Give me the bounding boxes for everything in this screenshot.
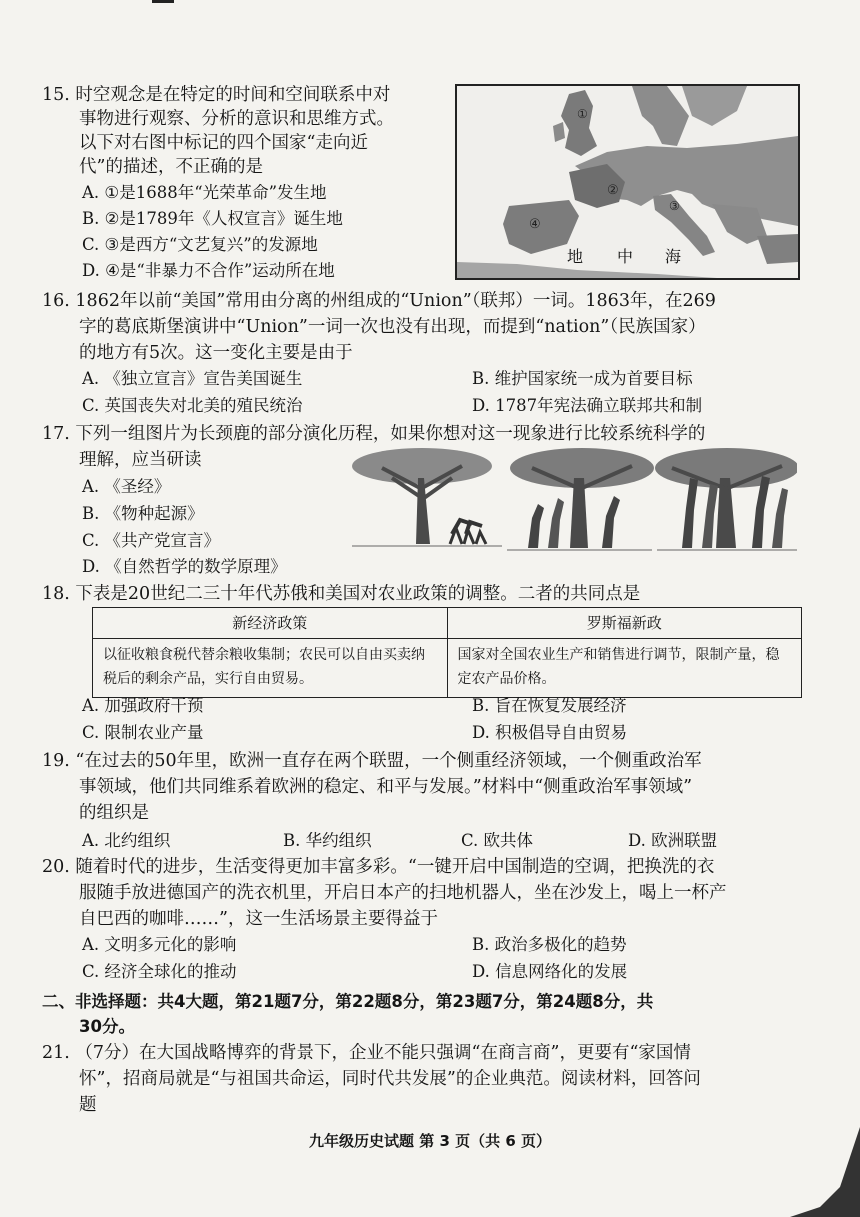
policy-comparison-table — [92, 607, 802, 698]
map-mark-2: ② — [607, 183, 619, 198]
section2-heading-line-1: 二、非选择题：共4大题，第21题7分，第22题8分，第23题7分，第24题8分，共 — [42, 992, 654, 1011]
q15-option-d: D. ④是“非暴力不合作”运动所在地 — [82, 261, 335, 280]
q21-line-3: 题 — [79, 1095, 97, 1115]
q16-line-2: 字的葛底斯堡演讲中“Union”一词一次也没有出现，而提到“nation”（民族国家） — [79, 317, 706, 337]
q18-option-a: A. 加强政府干预 — [82, 696, 204, 715]
map-mark-4: ④ — [529, 217, 541, 232]
q20-option-a: A. 文明多元化的影响 — [82, 935, 237, 954]
q16-option-b: B. 维护国家统一成为首要目标 — [472, 369, 693, 388]
q21-line-2: 怀”，招商局就是“与祖国共命运，同时代共发展”的企业典范。阅读材料，回答问 — [79, 1069, 701, 1089]
q15-option-c: C. ③是西方“文艺复兴”的发源地 — [82, 235, 318, 254]
giraffe-evolution-svg — [352, 448, 797, 564]
q21-number: 21. — [42, 1043, 70, 1063]
q17-number: 17. — [42, 424, 70, 444]
q19-line-2: 事领域，他们共同维系着欧洲的稳定、和平与发展。”材料中“侧重政治军事领域” — [79, 777, 693, 797]
q18-option-b: B. 旨在恢复发展经济 — [472, 696, 627, 715]
europe-map-figure — [455, 84, 800, 280]
q20-option-c: C. 经济全球化的推动 — [82, 962, 237, 981]
q16-line-1: 16. 1862年以前“美国”常用由分离的州组成的“Union”（联邦）一词。1863年，在269 — [42, 291, 716, 311]
q20-option-d: D. 信息网络化的发展 — [472, 962, 628, 981]
q19-option-a: A. 北约组织 — [82, 831, 171, 850]
q15-line-4: 代”的描述，不正确的是 — [79, 157, 263, 177]
q20-line-2: 服随手放进德国产的洗衣机里，开启日本产的扫地机器人，坐在沙发上，喝上一杯产 — [79, 883, 727, 903]
q15-line-2: 事物进行观察、分析的意识和思维方式。 — [79, 109, 394, 129]
table-cell-new-deal: 国家对全国农业生产和销售进行调节，限制产量，稳定农产品价格。 — [447, 639, 802, 698]
q17-option-d: D. 《自然哲学的数学原理》 — [82, 557, 287, 576]
map-sea-label-2: 中 — [617, 247, 634, 266]
q17-option-a: A. 《圣经》 — [82, 477, 171, 496]
table-header-nep: 新经济政策 — [93, 608, 448, 639]
page-curl-shadow — [790, 1127, 860, 1217]
q21-line-1: 21. （7分）在大国战略博弈的背景下，企业不能只强调“在商言商”，更要有“家国情 — [42, 1043, 691, 1063]
q19-option-c: C. 欧共体 — [461, 831, 534, 850]
table-cell-nep: 以征收粮食税代替余粮收集制；农民可以自由买卖纳税后的剩余产品，实行自由贸易。 — [93, 639, 448, 698]
q15-line-3: 以下对右图中标记的四个国家“走向近 — [79, 133, 368, 153]
q19-option-b: B. 华约组织 — [283, 831, 372, 850]
map-mark-3: ③ — [669, 199, 680, 213]
q18-option-c: C. 限制农业产量 — [82, 723, 204, 742]
q18-line-1: 18. 下表是20世纪二三十年代苏俄和美国对农业政策的调整。二者的共同点是 — [42, 584, 641, 604]
q19-line-3: 的组织是 — [79, 803, 149, 823]
q17-line-2: 理解，应当研读 — [79, 450, 202, 470]
q15-number: 15. — [42, 85, 70, 105]
q20-option-b: B. 政治多极化的趋势 — [472, 935, 627, 954]
q15-option-b: B. ②是1789年《人权宣言》诞生地 — [82, 209, 343, 228]
q19-number: 19. — [42, 751, 70, 771]
q17-option-c: C. 《共产党宣言》 — [82, 531, 221, 550]
q16-option-a: A. 《独立宣言》宣告美国诞生 — [82, 369, 303, 388]
q20-line-3: 自巴西的咖啡……”，这一生活场景主要得益于 — [79, 909, 438, 929]
q18-number: 18. — [42, 584, 70, 604]
q16-option-d: D. 1787年宪法确立联邦共和制 — [472, 396, 703, 415]
q20-number: 20. — [42, 857, 70, 877]
section2-heading-line-2: 30分。 — [79, 1017, 135, 1036]
giraffe-evolution-figure — [352, 448, 797, 564]
page-footer: 九年级历史试题 第 3 页（共 6 页） — [309, 1132, 551, 1150]
map-sea-label-1: 地 — [567, 247, 584, 266]
q19-line-1: 19. “在过去的50年里，欧洲一直存在两个联盟，一个侧重经济领域，一个侧重政治军 — [42, 751, 702, 771]
table-header-new-deal: 罗斯福新政 — [447, 608, 802, 639]
map-sea-label-3: 海 — [665, 247, 682, 266]
q15-line-1: 15. 时空观念是在特定的时间和空间联系中对 — [42, 85, 391, 105]
q20-line-1: 20. 随着时代的进步，生活变得更加丰富多彩。“一键开启中国制造的空调，把换洗的衣 — [42, 857, 715, 877]
q18-option-d: D. 积极倡导自由贸易 — [472, 723, 628, 742]
q17-option-b: B. 《物种起源》 — [82, 504, 204, 523]
q16-number: 16. — [42, 291, 70, 311]
europe-map-svg — [457, 86, 798, 278]
map-mark-1: ① — [577, 107, 588, 121]
q16-option-c: C. 英国丧失对北美的殖民统治 — [82, 396, 303, 415]
q19-option-d: D. 欧洲联盟 — [628, 831, 718, 850]
scan-mark — [152, 0, 174, 3]
q17-line-1: 17. 下列一组图片为长颈鹿的部分演化历程，如果你想对这一现象进行比较系统科学的 — [42, 424, 706, 444]
q15-option-a: A. ①是1688年“光荣革命”发生地 — [82, 183, 327, 202]
q16-line-3: 的地方有5次。这一变化主要是由于 — [79, 343, 353, 363]
